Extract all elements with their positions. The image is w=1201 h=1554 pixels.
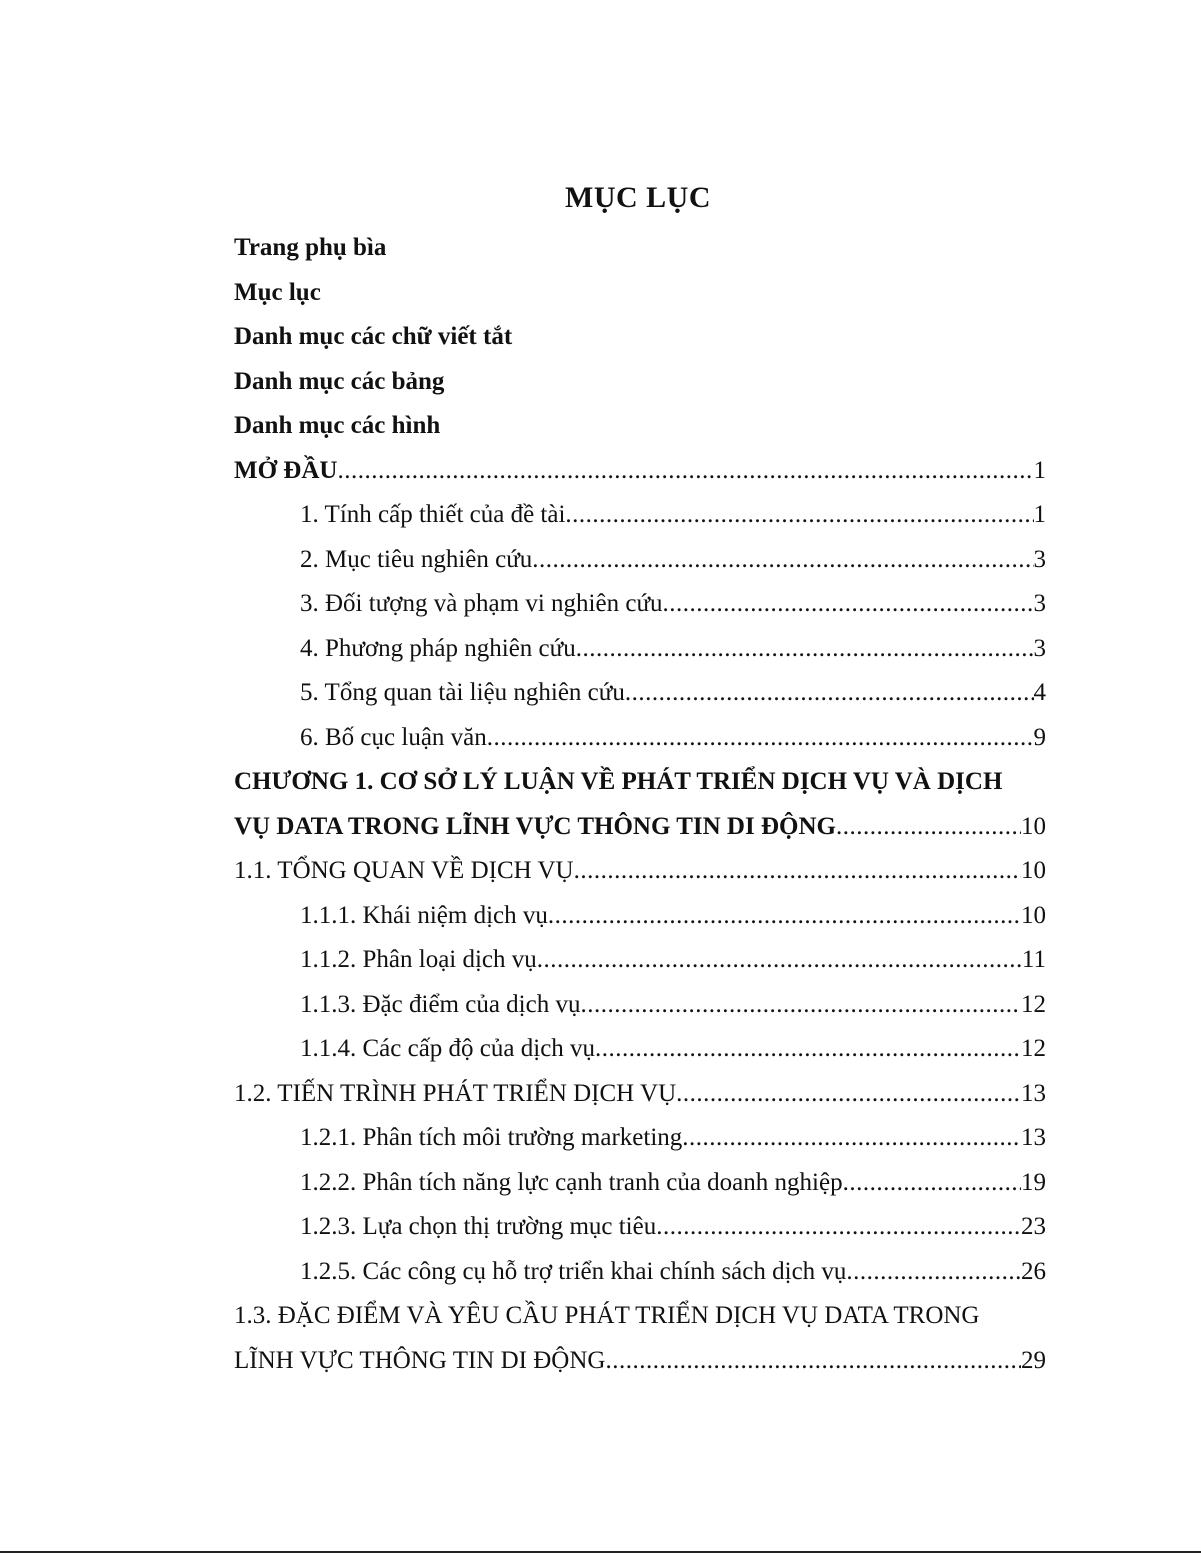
dot-leader <box>487 716 1034 761</box>
toc-entry-label: Danh mục các chữ viết tắt <box>234 323 513 350</box>
toc-page-number: 1 <box>1033 501 1046 528</box>
toc-entry-label: 1.1.3. Đặc điểm của dịch vụ <box>300 990 581 1018</box>
dot-leader <box>846 1250 1021 1295</box>
dot-leader <box>548 894 1021 939</box>
toc-entry-section-1-2-3[interactable] <box>234 1205 1046 1250</box>
toc-entry-label: 1.1.1. Khái niệm dịch vụ <box>300 901 548 929</box>
toc-page-number: 3 <box>1033 634 1046 662</box>
page-edge-line <box>0 1551 1201 1553</box>
toc-page-number: 3 <box>1033 590 1046 617</box>
toc-entry-section-1-3-line-2[interactable] <box>234 1339 1046 1384</box>
dot-leader <box>663 582 1034 627</box>
toc-entry-section-1-2-5[interactable] <box>234 1250 1046 1295</box>
toc-entry-chapter-1-line-2[interactable] <box>234 805 1046 850</box>
toc-entry-tables-list[interactable] <box>234 360 1046 405</box>
toc-page-number: 10 <box>1021 901 1046 929</box>
dot-leader <box>337 449 1033 494</box>
toc-entry-section-1-1[interactable] <box>234 849 1046 894</box>
toc-entry-label: 1.2. TIẾN TRÌNH PHÁT TRIỂN DỊCH VỤ <box>234 1079 677 1107</box>
toc-entry-label: 1.1. TỔNG QUAN VỀ DỊCH VỤ <box>234 857 574 884</box>
toc-entry-label: LĨNH VỰC THÔNG TIN DI ĐỘNG <box>234 1346 606 1374</box>
toc-entry-label: Danh mục các bảng <box>234 367 445 395</box>
toc-page-number: 23 <box>1021 1213 1046 1240</box>
toc-entry-section-1-2-2[interactable] <box>234 1161 1046 1206</box>
toc-entry-section-1-1-2[interactable] <box>234 938 1046 983</box>
dot-leader <box>537 938 1022 983</box>
toc-entry-label: 1.1.2. Phân loại dịch vụ <box>300 946 537 973</box>
toc-entry-section-1-1-1[interactable] <box>234 894 1046 939</box>
toc-entry-label: CHƯƠNG 1. CƠ SỞ LÝ LUẬN VỀ PHÁT TRIỂN DỊCH VỤ VÀ DỊCH <box>234 768 1003 795</box>
dot-leader <box>625 671 1034 716</box>
toc-page-number: 29 <box>1021 1346 1046 1374</box>
toc-entry-intro-2[interactable] <box>234 538 1046 583</box>
toc-entry-introduction[interactable] <box>234 449 1046 494</box>
toc-page-number: 10 <box>1021 857 1046 884</box>
toc-page-number: 9 <box>1033 723 1046 751</box>
toc-page-number: 10 <box>1021 812 1046 840</box>
toc-entry-label: 3. Đối tượng và phạm vi nghiên cứu <box>300 590 663 617</box>
toc-entry-label: 1.2.2. Phân tích năng lực cạnh tranh của doanh nghiệp <box>300 1168 843 1196</box>
dot-leader <box>682 1116 1021 1161</box>
toc-entry-label: 1.2.1. Phân tích môi trường marketing <box>300 1124 683 1151</box>
toc-entry-label: 2. Mục tiêu nghiên cứu <box>300 545 533 573</box>
toc-page-number: 4 <box>1033 679 1046 706</box>
toc-entry-section-1-1-3[interactable] <box>234 983 1046 1028</box>
toc-entry-section-1-3-line-1[interactable] <box>234 1294 1046 1339</box>
dot-leader <box>574 849 1021 894</box>
toc-entry-label: Danh mục các hình <box>234 412 441 439</box>
toc-entry-label: 1. Tính cấp thiết của đề tài <box>300 501 566 528</box>
page-title: MỤC LỤC <box>565 181 711 214</box>
dot-leader <box>565 493 1033 538</box>
toc-entry-label: MỞ ĐẦU <box>234 456 338 484</box>
dot-leader <box>836 805 1021 850</box>
toc-entry-intro-4[interactable] <box>234 627 1046 672</box>
dot-leader <box>656 1205 1021 1250</box>
toc-page-number: 12 <box>1021 1035 1046 1062</box>
dot-leader <box>595 1027 1021 1072</box>
toc-entry-label: 1.2.3. Lựa chọn thị trường mục tiêu <box>300 1213 657 1240</box>
toc-entry-chapter-1-line-1[interactable] <box>234 760 1046 805</box>
toc-page-number: 13 <box>1021 1124 1046 1151</box>
toc-entry-intro-5[interactable] <box>234 671 1046 716</box>
toc-page-number: 13 <box>1021 1079 1046 1107</box>
toc-entry-label: Trang phụ bìa <box>234 234 387 261</box>
toc-page-number: 19 <box>1021 1168 1046 1196</box>
toc-entry-label: 1.3. ĐẶC ĐIỂM VÀ YÊU CẦU PHÁT TRIỂN DỊCH VỤ DATA TRONG <box>234 1302 980 1329</box>
toc-page-number: 26 <box>1021 1257 1046 1285</box>
toc-entry-abbreviations[interactable] <box>234 315 1046 360</box>
toc-entry-label: Mục lục <box>234 278 321 306</box>
toc-entry-label: 1.2.5. Các công cụ hỗ trợ triển khai chính sách dịch vụ <box>300 1257 847 1285</box>
toc-entry-contents[interactable] <box>234 271 1046 316</box>
dot-leader <box>676 1072 1021 1117</box>
toc-page-number: 3 <box>1033 545 1046 573</box>
dot-leader <box>532 538 1033 583</box>
dot-leader <box>576 627 1034 672</box>
dot-leader <box>580 983 1021 1028</box>
toc-entry-intro-3[interactable] <box>234 582 1046 627</box>
dot-leader <box>605 1339 1021 1384</box>
toc-page-number: 12 <box>1021 990 1046 1018</box>
toc-entry-label: 4. Phương pháp nghiên cứu <box>300 634 576 662</box>
toc-entry-label: 6. Bố cục luận văn <box>300 723 487 751</box>
toc-entry-label: 1.1.4. Các cấp độ của dịch vụ <box>300 1035 596 1062</box>
toc-entry-label: 5. Tổng quan tài liệu nghiên cứu <box>300 679 625 706</box>
table-of-contents <box>234 226 1046 1383</box>
toc-entry-cover-page[interactable] <box>234 226 1046 271</box>
toc-entry-intro-1[interactable] <box>234 493 1046 538</box>
dot-leader <box>843 1161 1021 1206</box>
toc-entry-intro-6[interactable] <box>234 716 1046 761</box>
toc-page-number: 1 <box>1033 456 1046 484</box>
toc-entry-section-1-2[interactable] <box>234 1072 1046 1117</box>
toc-entry-label: VỤ DATA TRONG LĨNH VỰC THÔNG TIN DI ĐỘNG <box>234 812 836 840</box>
toc-page-number: 11 <box>1021 946 1046 973</box>
toc-entry-figures-list[interactable] <box>234 404 1046 449</box>
toc-entry-section-1-2-1[interactable] <box>234 1116 1046 1161</box>
toc-entry-section-1-1-4[interactable] <box>234 1027 1046 1072</box>
